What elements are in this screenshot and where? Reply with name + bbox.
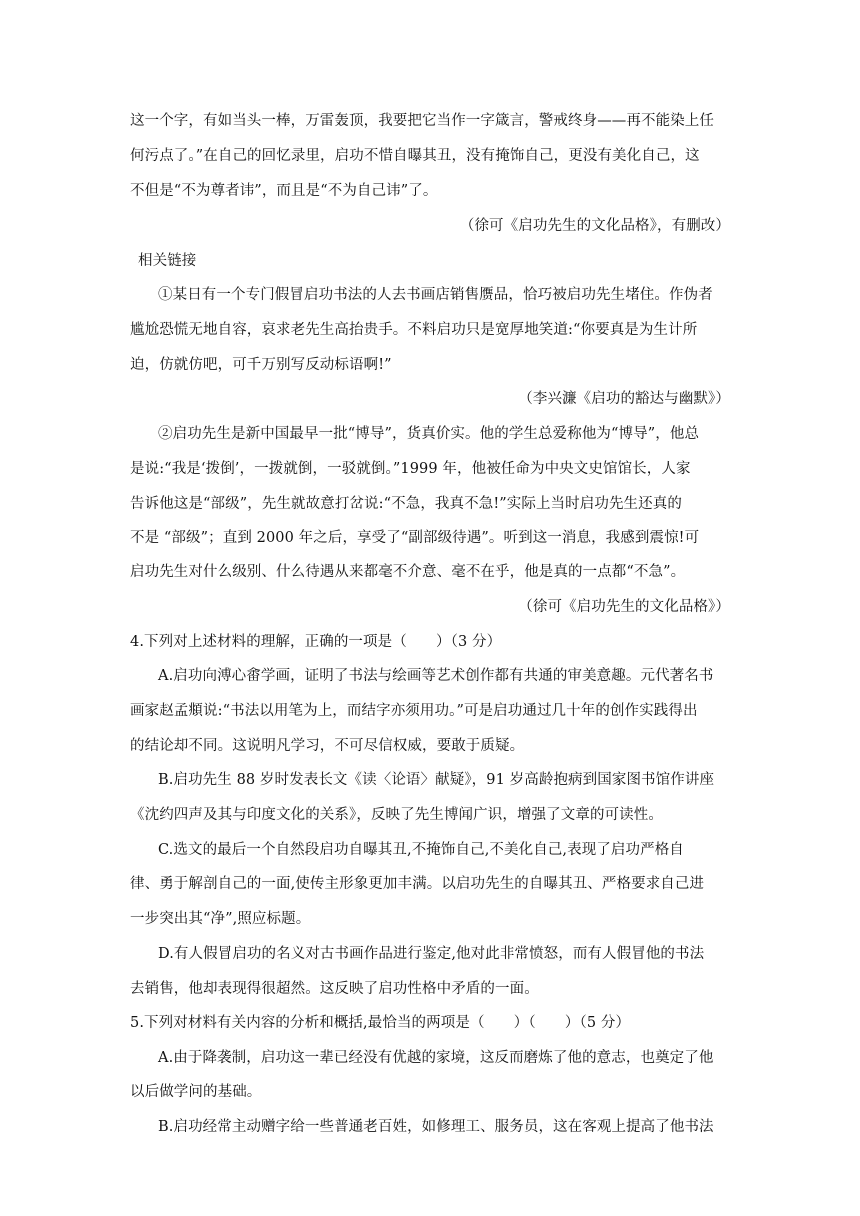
related-item2-source: （徐可《启功先生的文化品格》） — [518, 599, 730, 615]
q4-option-a-line: 的结论却不同。这说明凡学习，不可尽信权威，要敢于质疑。 — [130, 738, 525, 754]
passage-source: （徐可《启功先生的文化品格》，有删改） — [459, 218, 730, 234]
q5-option-a-line: A.由于降袭制，启功这一辈已经没有优越的家境，这反而磨炼了他的意志，也奠定了他 — [158, 1050, 714, 1066]
related-item2-line: ②启功先生是新中国最早一批“博导”，货真价实。他的学生总爱称他为“博导”，他总 — [158, 426, 700, 442]
related-item2-line: 告诉他这是“部级”，先生就故意打岔说:“不急，我真不急!”实际上当时启功先生还真的 — [130, 496, 682, 512]
q4-option-b-line: B.启功先生 88 岁时发表长文《读〈论语〉献疑》，91 岁高龄抱病到国家图书馆作讲座 — [158, 772, 715, 788]
related-item1-line: 尴尬恐慌无地自容，哀求老先生高抬贵手。不料启功只是宽厚地笑道:“你要真是为生计所 — [130, 322, 698, 338]
question-5-stem: 5.下列对材料有关内容的分析和概括,最恰当的两项是（ ）（ ）（5 分） — [130, 1015, 631, 1031]
q4-option-c-line: C.选文的最后一个自然段启功自曝其丑,不掩饰自己,不美化自己,表现了启功严格自 — [158, 842, 684, 858]
related-item1-line: 迫，仿就仿吧，可千万别写反动标语啊!” — [130, 357, 392, 373]
related-item2-line: 不是 “部级”；直到 2000 年之后，享受了“副部级待遇”。听到这一消息，我感到震惊!可 — [130, 530, 700, 546]
q4-option-a-line: A.启功向溥心畬学画，证明了书法与绘画等艺术创作都有共通的审美意趣。元代著名书 — [158, 668, 714, 684]
question-4-stem: 4.下列对上述材料的理解，正确的一项是（ ）（3 分） — [130, 634, 502, 650]
passage-line: 何污点了。”在自己的回忆录里，启功不惜自曝其丑，没有掩饰自己，更没有美化自己，这 — [130, 148, 700, 164]
q5-option-a-line: 以后做学问的基础。 — [130, 1084, 262, 1100]
related-item2-line: 启功先生对什么级别、什么待遇从来都毫不介意、毫不在乎，他是真的一点都“不急”。 — [130, 564, 686, 580]
q5-option-b-line: B.启功经常主动赠字给一些普通老百姓，如修理工、服务员，这在客观上提高了他书法 — [158, 1119, 714, 1135]
passage-line: 这一个字，有如当头一棒，万雷轰顶，我要把它当作一字箴言，警戒终身——再不能染上任 — [130, 113, 714, 129]
passage-line: 不但是“不为尊者讳”，而且是“不为自己讳”了。 — [130, 183, 438, 199]
q4-option-d-line: D.有人假冒启功的名义对古书画作品进行鉴定,他对此非常愤怒，而有人假冒他的书法 — [158, 946, 705, 962]
related-item2-line: 是说:“我是‘拨倒’，一拨就倒，一驳就倒。”1999 年，他被任命为中央文史馆馆长，人家 — [130, 461, 691, 477]
related-item1-line: ①某日有一个专门假冒启功书法的人去书画店销售赝品，恰巧被启功先生堵住。作伪者 — [158, 287, 713, 303]
related-item1-source: （李兴濂《启功的豁达与幽默》） — [518, 391, 730, 407]
q4-option-a-line: 画家赵孟頫说:“书法以用笔为上，而结字亦须用功。”可是启功通过几十年的创作实践得出 — [130, 703, 698, 719]
q4-option-c-line: 一步突出其“净”,照应标题。 — [130, 911, 311, 927]
related-heading: 相关链接 — [138, 253, 197, 269]
q4-option-c-line: 律、勇于解剖自己的一面,使传主形象更加丰满。以启功先生的自曝其丑、严格要求自己进 — [130, 876, 705, 892]
q4-option-b-line: 《沈约四声及其与印度文化的关系》，反映了先生博闻广识，增强了文章的可读性。 — [130, 807, 663, 823]
q4-option-d-line: 去销售，他却表现得很超然。这反映了启功性格中矛盾的一面。 — [130, 981, 539, 997]
